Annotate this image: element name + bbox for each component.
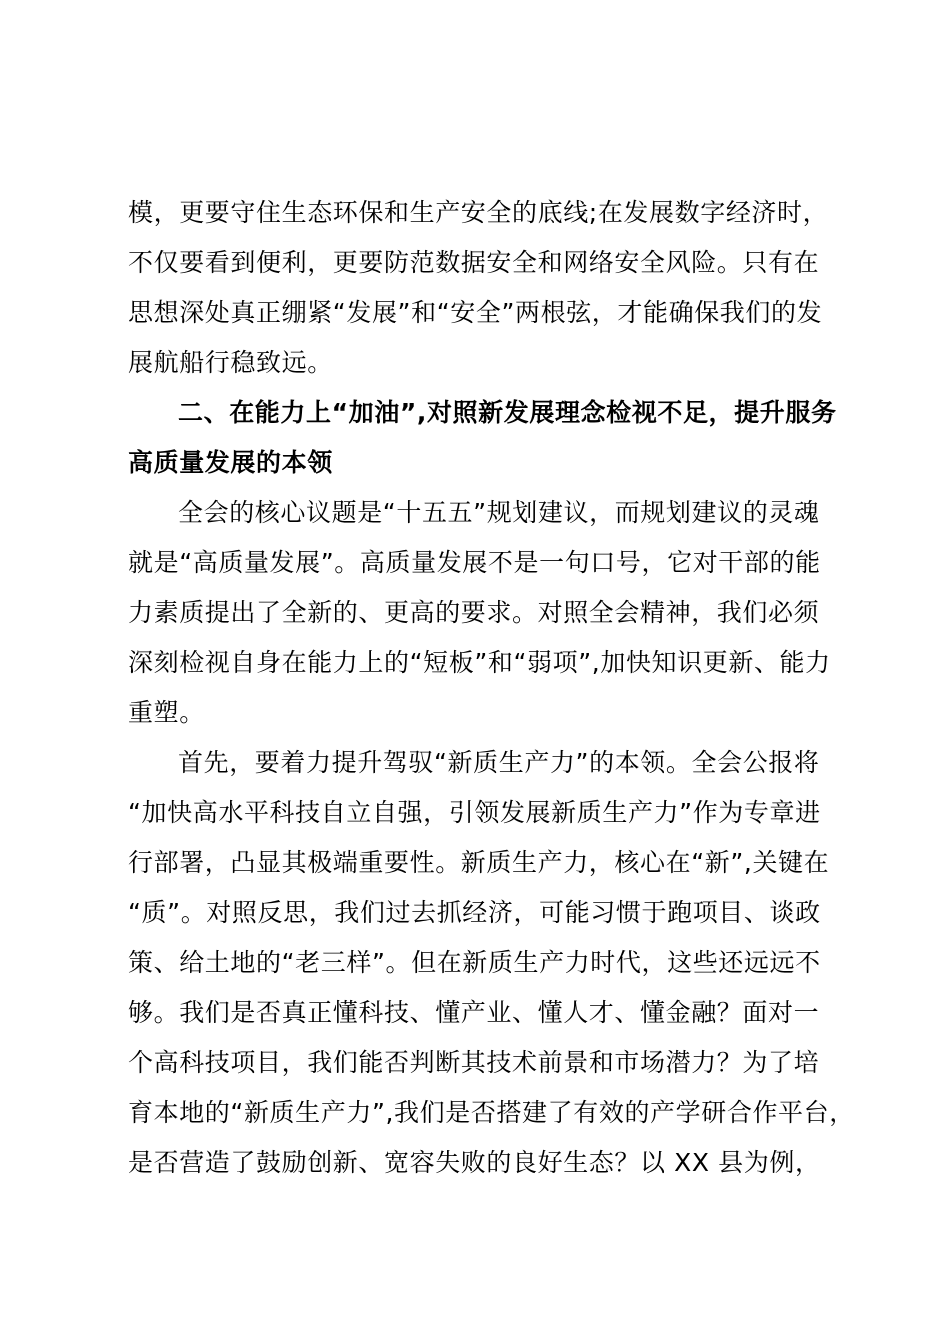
paragraph-first-line: 首先，要着力提升驾驭“新质生产力”的本领。全会公报将 — [178, 748, 820, 777]
text-line: 思想深处真正绷紧“发展”和“安全”两根弦，才能确保我们的发 — [128, 298, 823, 327]
text-line: “质”。对照反思，我们过去抓经济，可能习惯于跑项目、谈政 — [128, 898, 821, 927]
section-heading-line: 高质量发展的本领 — [128, 448, 333, 477]
text-line: “加快高水平科技自立自强，引领发展新质生产力”作为专章进 — [128, 798, 821, 827]
section-heading-line: 二、在能力上“加油”,对照新发展理念检视不足，提升服务 — [178, 398, 837, 427]
text-line: 重塑。 — [128, 698, 205, 727]
text-line: 策、给土地的“老三样”。但在新质生产力时代，这些还远远不 — [128, 948, 821, 977]
text-line: 够。我们是否真正懂科技、懂产业、懂人才、懂金融？面对一 — [128, 998, 820, 1027]
text-line: 个高科技项目，我们能否判断其技术前景和市场潜力？为了培 — [128, 1048, 820, 1077]
text-line: 展航船行稳致远。 — [128, 348, 333, 377]
text-line: 就是“高质量发展”。高质量发展不是一句口号，它对干部的能 — [128, 548, 821, 577]
text-line: 育本地的“新质生产力”,我们是否搭建了有效的产学研合作平台， — [128, 1098, 855, 1127]
text-line: 深刻检视自身在能力上的“短板”和“弱项”,加快知识更新、能力 — [128, 648, 831, 677]
text-line: 不仅要看到便利，更要防范数据安全和网络安全风险。只有在 — [128, 248, 820, 277]
text-line: 力素质提出了全新的、更高的要求。对照全会精神，我们必须 — [128, 598, 820, 627]
text-line: 模，更要守住生态环保和生产安全的底线;在发展数字经济时， — [128, 198, 829, 227]
text-line: 是否营造了鼓励创新、宽容失败的良好生态？以 XX 县为例， — [128, 1148, 821, 1177]
text-line: 行部署，凸显其极端重要性。新质生产力，核心在“新”,关键在 — [128, 848, 830, 877]
paragraph-first-line: 全会的核心议题是“十五五”规划建议，而规划建议的灵魂 — [178, 498, 820, 527]
